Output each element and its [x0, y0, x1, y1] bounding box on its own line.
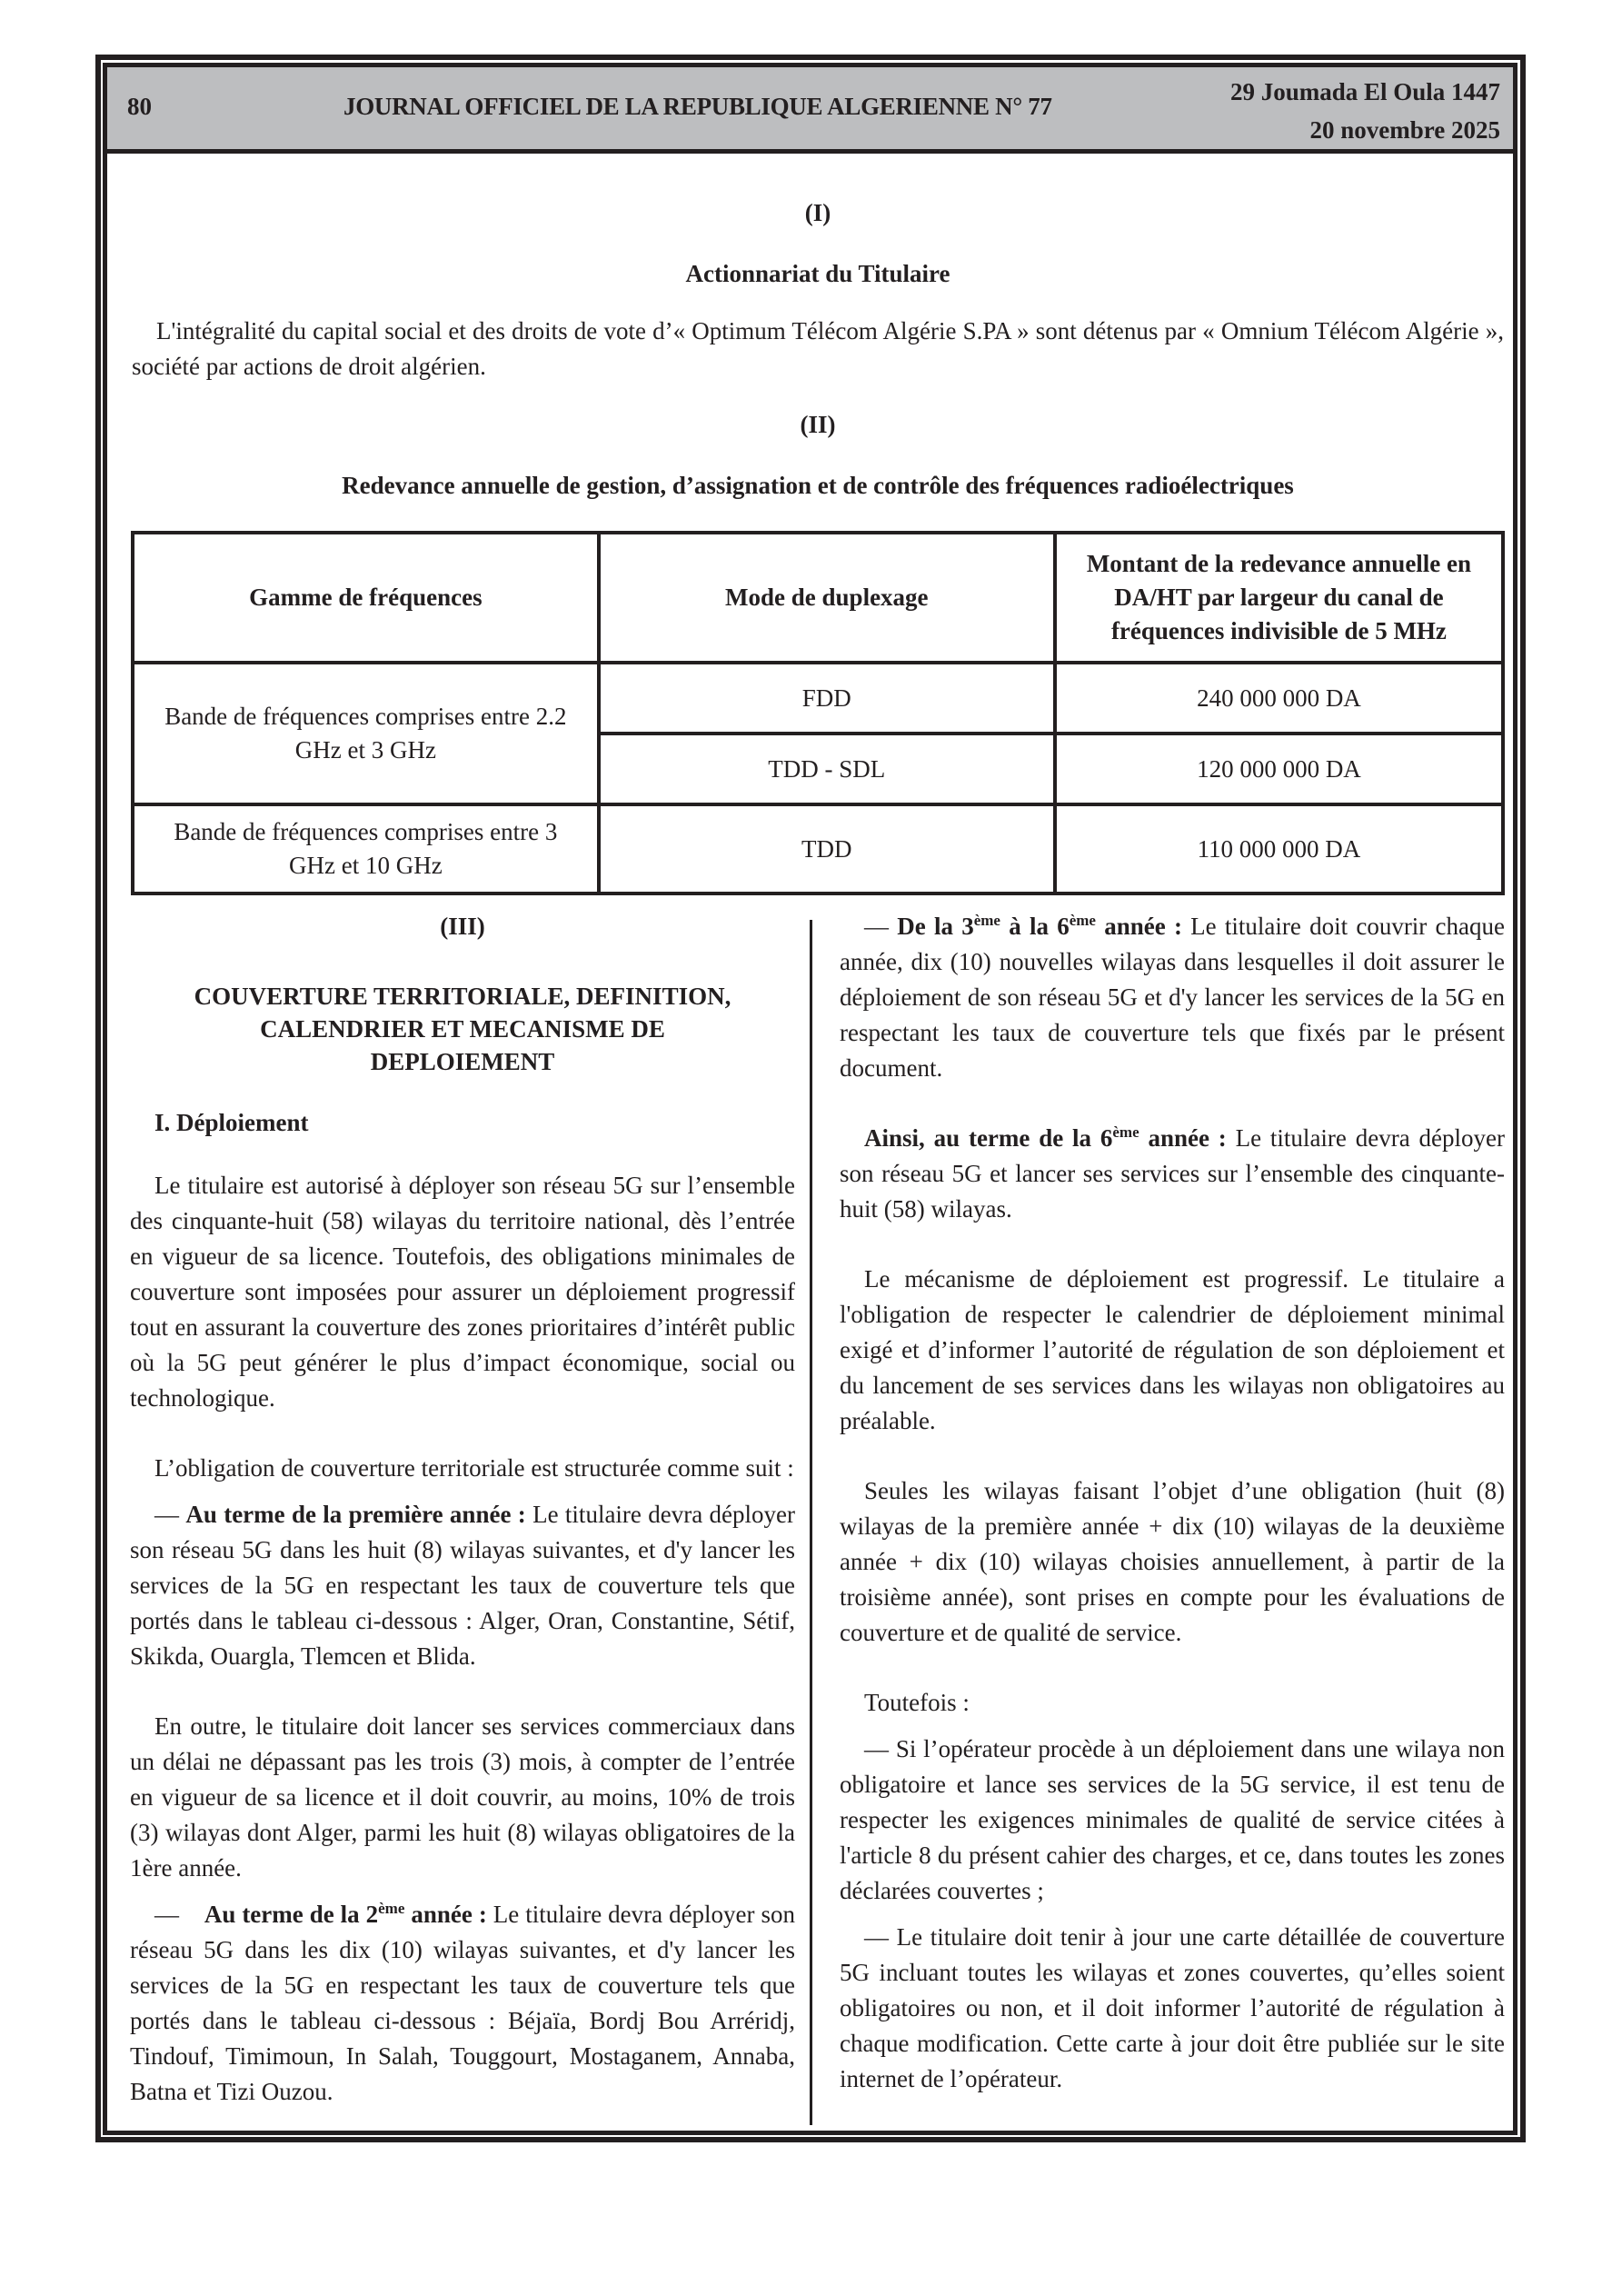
bullet-coverage-map: — Le titulaire doit tenir à jour une carte détaillée de couverture 5G incluant toutes les wilayas et zones couvertes, qu’elles soient obligatoires ou non, et il doit informer l’autorité de régulation à chaque modification. Cette carte à jour doit être publiée sur le site internet de l’opérateur. — [840, 1923, 1505, 2092]
subheading-deploiement: I. Déploiement — [154, 1109, 309, 1136]
cell-band: Bande de fréquences comprises entre 3 GHz et 10 GHz — [133, 804, 599, 893]
fee-table — [131, 531, 1505, 895]
bullet-non-obligatory-wilaya: — Si l’opérateur procède à un déploiement dans une wilaya non obligatoire et lance ses services de la 5G service, il est tenu de respecter les exigences minimales de qualité de service citées à l'article 8 du présent cahier des charges, et ce, dans toutes les zones déclarées couvertes ; — [840, 1735, 1505, 1904]
paragraph-year-1 — [130, 1497, 795, 1674]
dash: — — [154, 1501, 179, 1528]
section-1-paragraph: L'intégralité du capital social et des droits de vote d’« Optimum Télécom Algérie S.PA » sont détenus par « Omnium Télécom Algérie », société par actions de droit algérien. — [132, 317, 1504, 380]
gregorian-date: 20 novembre 2025 — [1309, 116, 1500, 144]
cell-amount: 110 000 000 DA — [1055, 804, 1503, 893]
label-part: De la 3 — [897, 913, 974, 940]
year-1-text: Le titulaire devra déployer son réseau 5G dans les huit (8) wilayas suivantes, et d'y lancer les services de la 5G en respectant les taux de couverture tels que portés dans le tableau ci-dessous : Alger, Oran, Constantine, Sétif, Skikda, Ouargla, Tlemcen et Blida. — [130, 1501, 795, 1670]
section-3-title-line-1: COUVERTURE TERRITORIALE, DEFINITION, — [194, 983, 731, 1010]
fee-table-header-row — [133, 533, 1503, 663]
year-3-to-6-text: Le titulaire doit couvrir chaque année, dix (10) nouvelles wilayas dans lesquelles il doit assurer le déploiement de son réseau 5G et d'y lancer les services de la 5G en respectant les taux de couverture tels que fixés par le présent document. — [840, 913, 1505, 1082]
column-divider — [810, 920, 812, 2125]
cell-amount: 120 000 000 DA — [1055, 734, 1503, 804]
hijri-date: 29 Joumada El Oula 1447 — [1229, 78, 1500, 105]
superscript: ème — [1069, 912, 1096, 929]
section-1-title: Actionnariat du Titulaire — [685, 260, 950, 287]
cell-band: Bande de fréquences comprises entre 2.2 GHz et 3 GHz — [133, 663, 599, 804]
label-part: année : — [1095, 913, 1182, 940]
paragraph-mecanisme: Le mécanisme de déploiement est progressif. Le titulaire a l'obligation de respecter le calendrier de déploiement minimal exigé et d’informer l’autorité de régulation de son déploiement et du lancement de ses services dans les wilayas non obligatoires au préalable. — [840, 1265, 1505, 1434]
paragraph-en-outre: En outre, le titulaire doit lancer ses services commerciaux dans un délai ne dépassant pas les trois (3) mois, à compter de l’entrée en vigueur de sa licence et il doit couvrir, au moins, 10% de trois (3) wilayas dont Alger, parmi les huit (8) wilayas obligatoires de la 1ère année. — [130, 1712, 795, 1882]
section-1-number: (I) — [804, 199, 831, 226]
section-3-title-line-3: DEPLOIEMENT — [370, 1048, 555, 1075]
paragraph-intro: Le titulaire est autorisé à déployer son réseau 5G sur l’ensemble des cinquante-huit (58) wilayas du territoire national, dès l’entrée en vigueur de sa licence. Toutefois, des obligations minimales de couverture sont imposées pour assurer un déploiement progressif tout en assurant la couverture des zones prioritaires d’intérêt public où la 5G peut générer le plus d’impact économique, social ou technologique. — [130, 1172, 795, 1412]
page-number: 80 — [127, 93, 152, 120]
section-2-title: Redevance annuelle de gestion, d’assignation et de contrôle des fréquences radioélectriques — [342, 472, 1294, 499]
header-annual-fee: Montant de la redevance annuelle en DA/HT par largeur du canal de fréquences indivisible de 5 MHz — [1055, 533, 1503, 663]
label-part: année : — [1139, 1124, 1227, 1152]
cell-amount: 240 000 000 DA — [1055, 663, 1503, 734]
issue-date — [1230, 73, 1500, 149]
paragraph-structure: L’obligation de couverture territoriale est structurée comme suit : — [154, 1454, 794, 1482]
header-frequency-range: Gamme de fréquences — [133, 533, 599, 663]
year-6-text: Le titulaire devra déployer son réseau 5G et lancer ses services sur l’ensemble des cinquante-huit (58) wilayas. — [840, 1124, 1505, 1223]
section-3-number: (III) — [440, 913, 485, 940]
year-3-to-6-label — [897, 913, 1182, 940]
label-part: année : — [404, 1901, 487, 1928]
dash: — — [864, 913, 889, 940]
journal-header — [107, 67, 1513, 154]
journal-title: JOURNAL OFFICIEL DE LA REPUBLIQUE ALGERIENNE N° 77 — [343, 93, 1052, 120]
right-column — [840, 909, 1505, 2097]
cell-mode: FDD — [599, 663, 1055, 734]
label-part: Ainsi, au terme de la 6 — [864, 1124, 1113, 1152]
table-row — [133, 663, 1503, 734]
dash: — — [154, 1901, 179, 1928]
section-2-number: (II) — [800, 411, 836, 438]
label-part: à la 6 — [1000, 913, 1070, 940]
year-6-label — [864, 1124, 1227, 1152]
superscript: ème — [378, 1900, 405, 1917]
section-3-title-line-2: CALENDRIER ET MECANISME DE — [260, 1015, 665, 1043]
superscript: ème — [973, 912, 1000, 929]
paragraph-year-2 — [130, 1897, 795, 2110]
paragraph-seules: Seules les wilayas faisant l’objet d’une obligation (huit (8) wilayas de la première année + dix (10) wilayas de la deuxième année + dix (10) wilayas choisies annuellement, à partir de la troisième année), sont prises en compte pour les évaluations de couverture et de qualité de service. — [840, 1477, 1505, 1646]
paragraph-toutefois: Toutefois : — [864, 1689, 970, 1716]
paragraph-year-6 — [840, 1121, 1505, 1227]
left-column — [130, 909, 795, 2110]
cell-mode: TDD — [599, 804, 1055, 893]
table-row — [133, 804, 1503, 893]
year-1-label: Au terme de la première année : — [185, 1501, 526, 1528]
header-duplex-mode: Mode de duplexage — [599, 533, 1055, 663]
cell-mode: TDD - SDL — [599, 734, 1055, 804]
year-2-label — [204, 1901, 487, 1928]
label-part: Au terme de la 2 — [204, 1901, 379, 1928]
year-2-text: Le titulaire devra déployer son réseau 5G dans les dix (10) wilayas suivantes, et d'y lancer les services de la 5G en respectant les taux de couverture tels que portés dans le tableau ci-dessous : Béjaïa, Bordj Bou Arréridj, Tindouf, Timimoun, In Salah, Touggourt, Mostaganem, Annaba, Batna et Tizi Ouzou. — [130, 1901, 795, 2105]
paragraph-year-3-to-6 — [840, 909, 1505, 1086]
superscript: ème — [1112, 1123, 1139, 1141]
